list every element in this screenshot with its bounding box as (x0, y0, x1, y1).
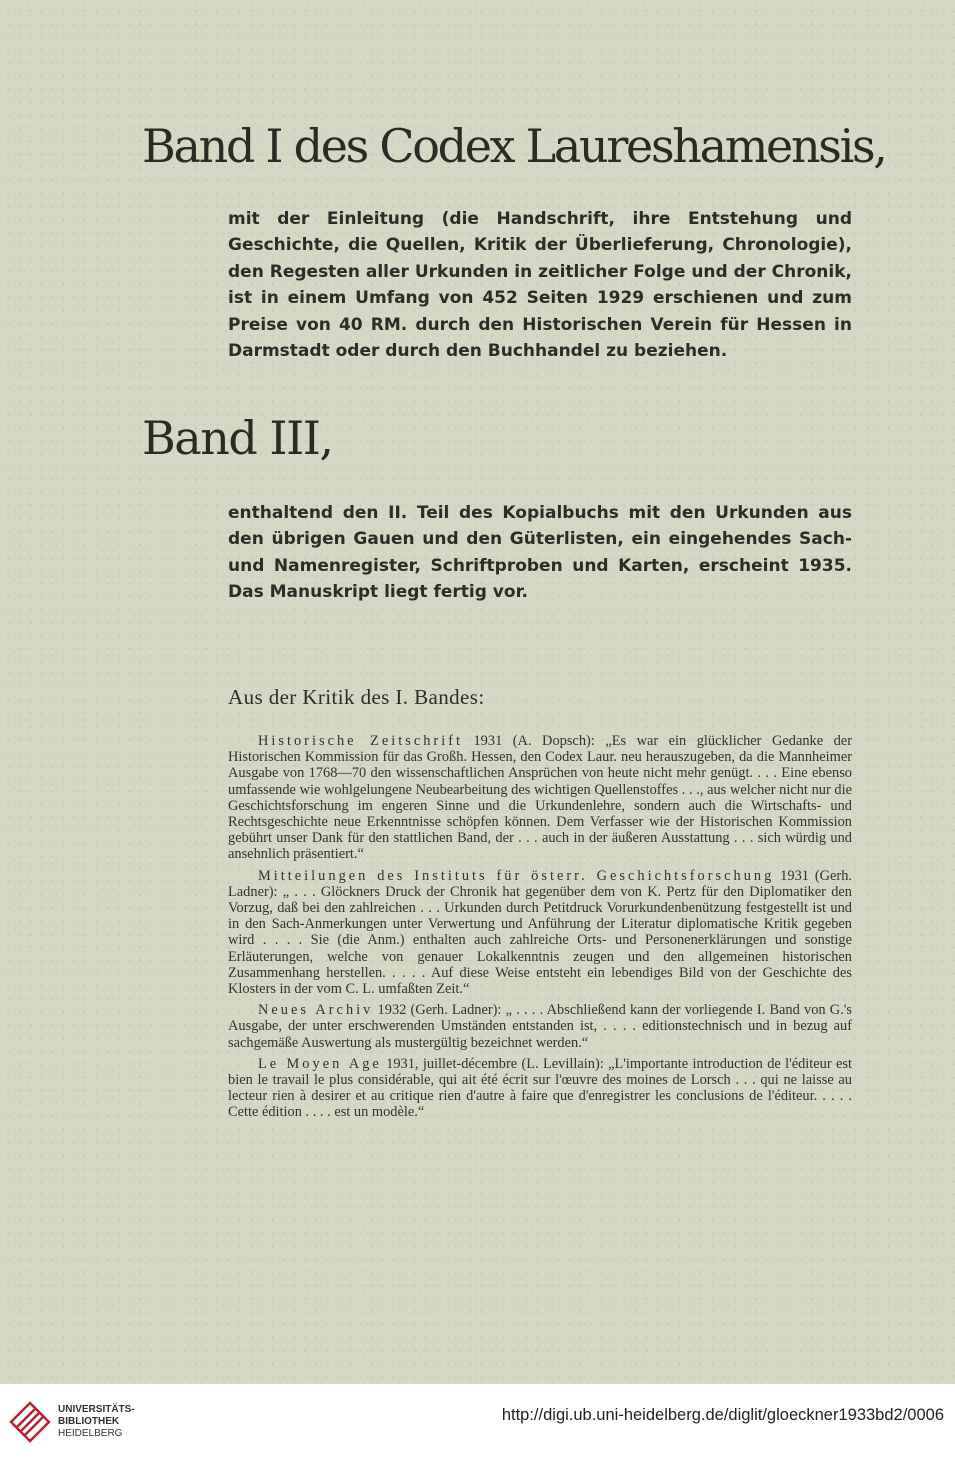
review-mitteilungen (228, 868, 852, 998)
review-text: 1931 (Gerh. Ladner): „ . . . Glöckners Druck der Chronik hat gegenüber dem von K. Pertz für den Diplomatiker den Vorzug, daß bei den zahlreichen . . . Urkunden durch Petitdruck Vorurkundenbenützung festgestellt ist und in den Sach-Anmerkungen unter Verwertung und Anführung der Literatur diplomatische Kritik gegeben wird . . . . Sie (die Anm.) enthalten auch zahlreiche Orts- und Personenerklärungen und sonstige Erläuterungen, welche von genauer Lokalkenntnis zeugen und den allgemeinen historischen Zusammenhang herstellen. . . . . Auf diese Weise entsteht ein lebendiges Bild von der Geschichte des Klosters in der vom C. L. umfaßten Zeit.“ (228, 867, 852, 998)
band-3-description: enthaltend den II. Teil des Kopialbuchs mit den Urkunden aus den übrigen Gauen und den Güterlisten, ein eingehendes Sach- und Namenregister, Schriftproben und Karten, erscheint 1935. Das Manuskript liegt fertig vor. (228, 503, 852, 603)
university-library-logo-icon[interactable] (8, 1400, 52, 1444)
library-name-line1: UNIVERSITÄTS- (58, 1404, 135, 1415)
footer-bar (0, 1384, 955, 1460)
review-source: Neues Archiv (258, 1002, 374, 1019)
review-source: Mitteilungen des Instituts für österr. Geschichtsforschung (258, 867, 775, 884)
review-historische-zeitschrift (228, 733, 852, 863)
library-name-line3: HEIDELBERG (58, 1428, 123, 1439)
review-source: Historische Zeitschrift (258, 733, 463, 749)
review-text: 1931 (A. Dopsch): „Es war ein glücklicher Gedanke der Historischen Kommission für das Großh. Hessen, den Codex Laur. neu herauszugeben, da die Mannheimer Ausgabe von 1768—70 den wissenschaftlichen Ansprüchen von heute nicht mehr genügt. . . . Eine ebenso umfassende wie wohlgelungene Neubearbeitung des wichtigen Quellenstoffes . . ., aus welcher nicht nur die Geschichtsforschung im engeren Sinne und die Urkundenlehre, sondern auch die Wirtschafts- und Rechtsgeschichte neue Erkenntnisse schöpfen können. Dem Verfasser wie der Historischen Kommission gebührt unser Dank für den stattlichen Band, der . . . auch in der äußeren Ausstattung . . . sich würdig und ansehnlich präsentiert.“ (228, 733, 852, 863)
library-name[interactable] (58, 1404, 135, 1440)
band-1-description: mit der Einleitung (die Handschrift, ihre Entstehung und Geschichte, die Quellen, Kritik der Überlieferung, Chronologie), den Regesten aller Urkunden in zeitlicher Folge und der Chronik, ist in einem Umfang von 452 Seiten 1929 erschienen und zum Preise von 40 RM. durch den Historischen Verein für Hessen in Darmstadt oder durch den Buchhandel zu beziehen. (228, 209, 852, 362)
critique-heading: Aus der Kritik des I. Bandes: (228, 685, 485, 709)
title-band-1: Band I des Codex Laureshamensis, (142, 119, 886, 173)
page-url-link[interactable]: http://digi.ub.uni-heidelberg.de/diglit/gloeckner1933bd2/0006 (501, 1406, 944, 1424)
review-text: 1932 (Gerh. Ladner): „ . . . . Abschließend kann der vorliegende I. Band von G.'s Ausgabe, der unter erschwerenden Umständen entstanden ist, . . . . editionstechnisch und in bezug auf sachgemäße Auswertung als mustergültig bezeichnet werden.“ (228, 1002, 852, 1051)
review-list (228, 733, 852, 1126)
review-source: Le Moyen Age (258, 1055, 382, 1072)
review-neues-archiv (228, 1002, 852, 1051)
library-name-line2: BIBLIOTHEK (58, 1416, 120, 1427)
review-le-moyen-age (228, 1056, 852, 1121)
title-band-3: Band III, (142, 411, 333, 465)
review-text: 1931, juillet-décembre (L. Levillain): „L'importante introduction de l'éditeur est bien le travail le plus considérable, qui ait été écrit sur l'œuvre des moines de Lorsch . . . qui ne laisse au lecteur rien à desirer et au critique rien d'autre à faire que d'enregistrer les conclusions de l'éditeur. . . . . Cette édition . . . . est un modèle.“ (228, 1055, 852, 1121)
